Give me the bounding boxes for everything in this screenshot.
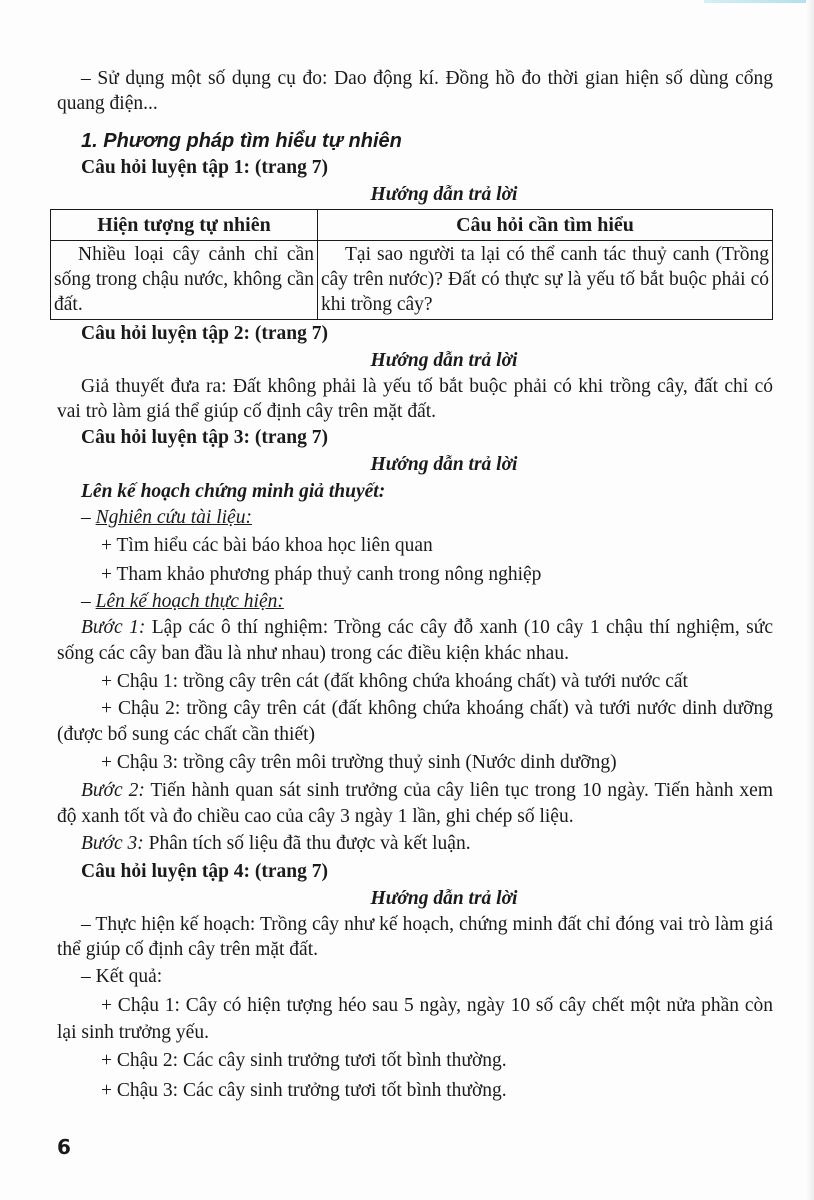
research-label: Nghiên cứu tài liệu: [95, 507, 252, 528]
research-heading [81, 505, 773, 531]
step-3 [57, 830, 773, 858]
question-text: Tại sao người ta lại có thể canh tác thuỷ canh (Trồng cây trên nước)? Đất có thực sự là yếu tố bắt buộc phải có khi trồng cây? [321, 244, 769, 315]
table-cell-question [318, 241, 773, 320]
execution-dash: – [81, 591, 96, 612]
step-2-text: Tiến hành quan sát sinh trưởng của cây liên tục trong 10 ngày. Tiến hành xem độ xanh tốt và đo chiều cao của cây 3 ngày 1 lần, ghi chép số liệu. [57, 780, 774, 827]
execution-heading [81, 589, 773, 615]
step-1-label: Bước 1: [81, 617, 146, 638]
execution-label: Lên kế hoạch thực hiện: [95, 591, 284, 612]
question-1-title: Câu hỏi luyện tập 1: (trang 7) [81, 157, 329, 178]
question-2-answer: Giả thuyết đưa ra: Đất không phải là yếu tố bắt buộc phải có khi trồng cây, đất chỉ có vai trò làm giá thể giúp cố định cây trên mặt đất. [57, 376, 773, 422]
table-row [51, 241, 773, 320]
phenomenon-question-table [50, 209, 773, 320]
pot-item: + Chậu 2: trồng cây trên cát (đất không chứa khoáng chất) và tưới nước dinh dưỡng (được bổ sung các chất cần thiết) [57, 698, 773, 745]
research-dash: – [81, 507, 96, 528]
page-content [54, 66, 774, 1106]
execute-plan-text: – Thực hiện kế hoạch: Trồng cây như kế hoạch, chứng minh đất chỉ đóng vai trò làm giá thể giúp cố định cây trên mặt đất. [57, 914, 773, 960]
step-1-text: Lập các ô thí nghiệm: Trồng các cây đỗ xanh (10 cây 1 chậu thí nghiệm, sức sống các cây ban đầu là như nhau) trong các điều kiện khác nhau. [57, 617, 773, 664]
table-cell-phenomenon [51, 241, 318, 320]
research-item: + Tìm hiểu các bài báo khoa học liên quan [101, 535, 433, 556]
section-title: 1. Phương pháp tìm hiểu tự nhiên [81, 130, 402, 152]
page-number: 6 [57, 1135, 71, 1159]
phenomenon-text: Nhiều loại cây cảnh chỉ cần sống trong chậu nước, không cần đất. [54, 244, 314, 315]
page-edge-shadow [806, 0, 814, 1200]
result-item: + Chậu 1: Cây có hiện tượng héo sau 5 ngày, ngày 10 số cây chết một nửa phần còn lại sinh trưởng yếu. [57, 995, 773, 1043]
pot-item: + Chậu 1: trồng cây trên cát (đất không chứa khoáng chất) và tưới nước cất [101, 671, 688, 692]
table-header-phenomenon: Hiện tượng tự nhiên [51, 210, 318, 241]
scan-edge-strip [704, 0, 814, 3]
result-label: – Kết quả: [81, 966, 163, 987]
step-2 [57, 778, 773, 830]
result-item: + Chậu 3: Các cây sinh trưởng tươi tốt bình thường. [101, 1080, 507, 1101]
step-3-label: Bước 3: [81, 833, 144, 854]
question-2-title: Câu hỏi luyện tập 2: (trang 7) [81, 323, 329, 344]
question-1-guide-heading: Hướng dẫn trả lời [370, 184, 518, 205]
result-item: + Chậu 2: Các cây sinh trưởng tươi tốt bình thường. [101, 1050, 507, 1071]
plan-title: Lên kế hoạch chứng minh giả thuyết: [81, 481, 386, 502]
step-2-label: Bước 2: [81, 780, 145, 801]
question-3-guide-heading: Hướng dẫn trả lời [370, 454, 518, 475]
question-3-title: Câu hỏi luyện tập 3: (trang 7) [81, 427, 329, 448]
question-4-guide-heading: Hướng dẫn trả lời [370, 888, 518, 909]
question-2-guide-heading: Hướng dẫn trả lời [370, 350, 518, 371]
step-1 [57, 615, 773, 667]
pot-item: + Chậu 3: trồng cây trên môi trường thuỷ sinh (Nước dinh dưỡng) [101, 752, 617, 773]
step-3-text: Phân tích số liệu đã thu được và kết luận. [143, 833, 471, 854]
research-item: + Tham khảo phương pháp thuỷ canh trong nông nghiệp [101, 564, 542, 585]
question-4-title: Câu hỏi luyện tập 4: (trang 7) [81, 861, 329, 882]
table-header-question: Câu hỏi cần tìm hiểu [318, 210, 773, 241]
intro-paragraph: – Sử dụng một số dụng cụ đo: Dao động kí. Đồng hồ đo thời gian hiện số dùng cổng quang điện... [57, 68, 773, 114]
table-header-row [51, 210, 773, 241]
